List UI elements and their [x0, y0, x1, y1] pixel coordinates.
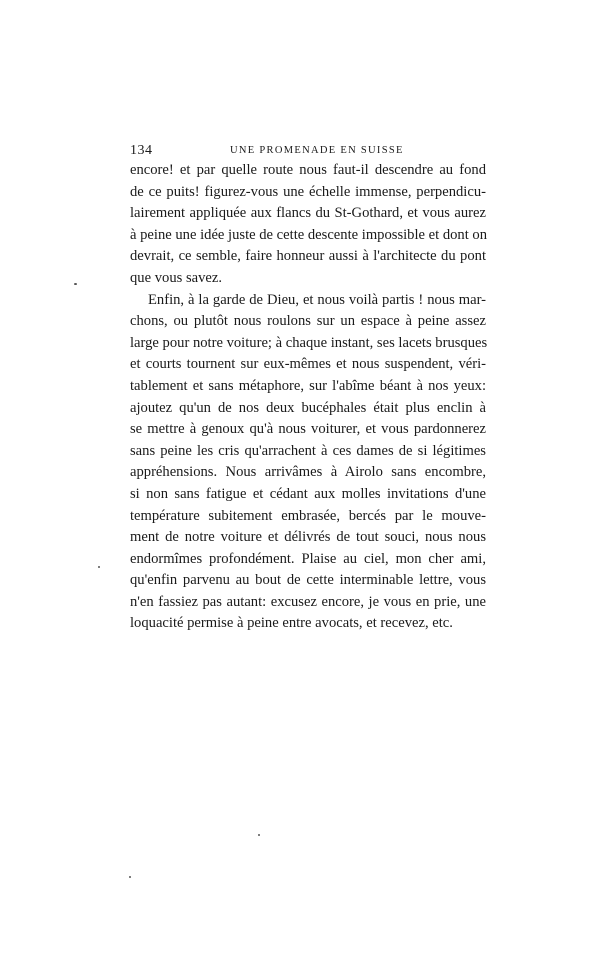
- text-line: tablement et sans métaphore, sur l'abîme béant à nos yeux:: [130, 377, 486, 394]
- text-line: appréhensions. Nous arrivâmes à Airolo sans encombre,: [130, 464, 486, 481]
- page-number: 134: [130, 143, 153, 158]
- text-line: sans peine les cris qu'arrachent à ces dames de si légitimes: [130, 442, 486, 459]
- paragraph-1: [130, 160, 486, 290]
- body-text: [130, 160, 486, 635]
- text-line: loquacité permise à peine entre avocats, et recevez, etc.: [130, 615, 453, 632]
- scan-speck: [129, 876, 131, 878]
- text-line: que vous savez.: [130, 269, 222, 286]
- text-line: température subitement embrasée, bercés par le mouve-: [130, 507, 486, 524]
- text-line: se mettre à genoux qu'à nous voiturer, et vous pardonnerez: [130, 421, 486, 438]
- text-line: qu'enfin parvenu au bout de cette interminable lettre, vous: [130, 572, 486, 589]
- text-line: large pour notre voiture; à chaque instant, ses lacets brusques: [130, 334, 488, 351]
- text-line: à peine une idée juste de cette descente impossible et dont on: [130, 226, 488, 243]
- text-line: chons, ou plutôt nous roulons sur un espace à peine assez: [130, 313, 486, 330]
- text-line: Enfin, à la garde de Dieu, et nous voilà partis ! nous mar-: [148, 291, 486, 308]
- text-line: de ce puits! figurez-vous une échelle immense, perpendicu-: [130, 183, 486, 200]
- running-head: [130, 143, 486, 161]
- text-line: et courts tournent sur eux-mêmes et nous suspendent, véri-: [130, 356, 486, 373]
- text-line: ajoutez qu'un de nos deux bucéphales était plus enclin à: [130, 399, 486, 416]
- running-title: UNE PROMENADE EN SUISSE: [230, 145, 404, 156]
- text-line: devrait, ce semble, faire honneur aussi à l'architecte du pont: [130, 248, 486, 265]
- scan-speck: [74, 283, 77, 285]
- scan-speck: [98, 566, 100, 568]
- text-line: lairement appliquée aux flancs du St-Gothard, et vous aurez: [130, 205, 486, 222]
- text-line: si non sans fatigue et cédant aux molles invitations d'une: [130, 485, 486, 502]
- text-line: ment de notre voiture et délivrés de tout souci, nous nous: [130, 529, 486, 546]
- paragraph-2: [130, 290, 486, 636]
- text-line: n'en fassiez pas autant: excusez encore, je vous en prie, une: [130, 593, 486, 610]
- text-line: encore! et par quelle route nous faut-il descendre au fond: [130, 162, 486, 178]
- scan-speck: [258, 834, 260, 836]
- text-line: endormîmes profondément. Plaise au ciel, mon cher ami,: [130, 550, 486, 567]
